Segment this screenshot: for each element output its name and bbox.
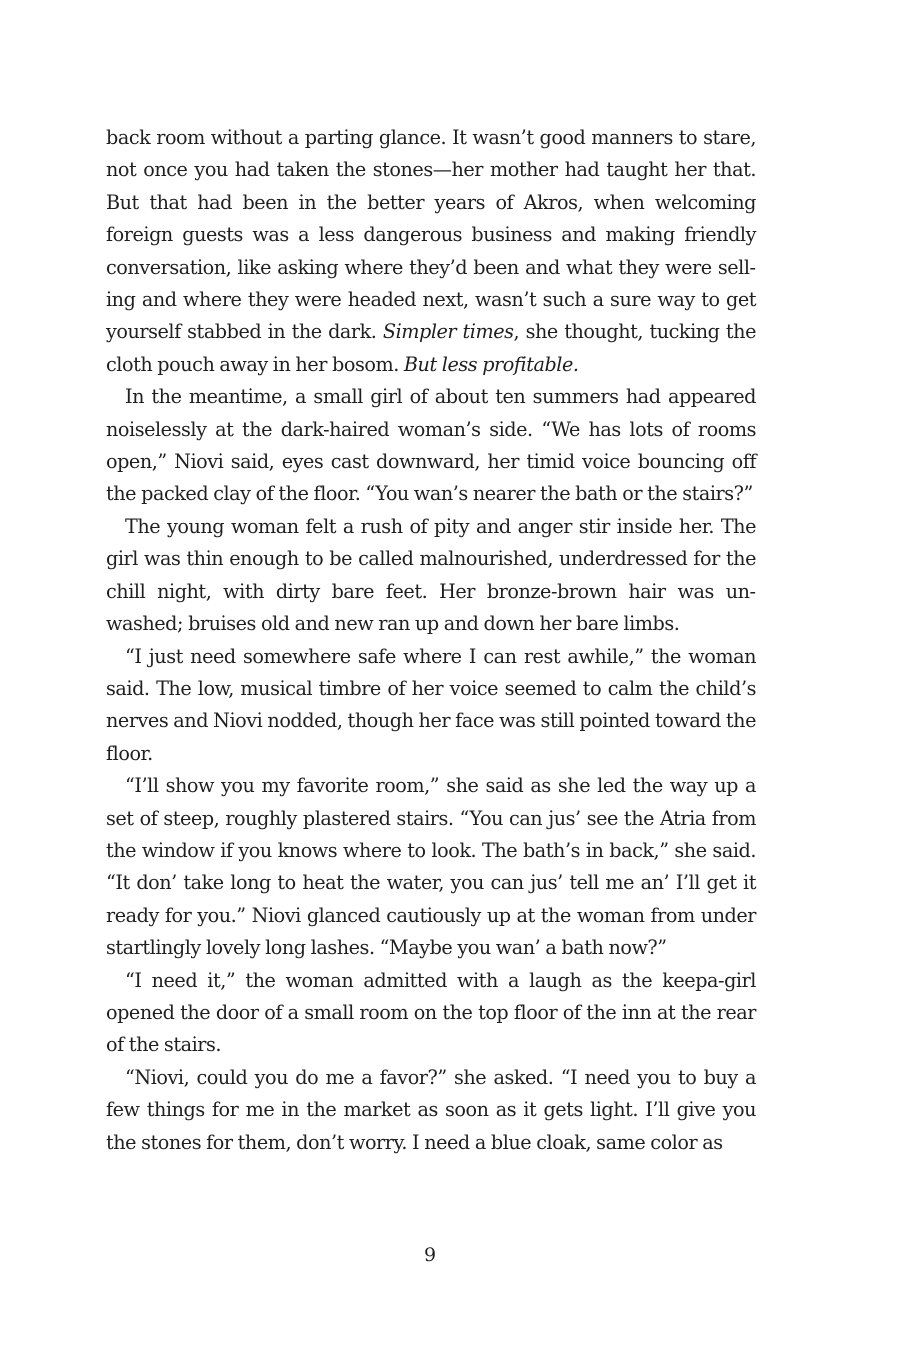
paragraph-1-text-2: , she thought, tucking the cloth pouch away in her bosom.	[106, 320, 756, 376]
paragraph-3-text: The young woman felt a rush of pity and anger stir inside her. The girl was thin enough to be called malnourished, underdressed for the chill night, with dirty bare feet. Her bronze-brown hair was unwashed; bruises old and new ran up and down her bare limbs.	[106, 514, 756, 636]
paragraph-5	[106, 770, 756, 964]
paragraph-3	[106, 511, 756, 641]
paragraph-5-text: “I’ll show you my favorite room,” she said as she led the way up a set of steep, roughly plastered stairs. “You can jus’ see the Atria from the window if you knows where to look. The bath’s in back,” she said. “It don’ take long to heat the water, you can jus’ tell me an’ I’ll get it ready for you.” Niovi glanced cautiously up at the woman from under startlingly lovely long lashes. “Maybe you wan’ a bath now?”	[106, 774, 756, 960]
page-number: 9	[423, 1244, 437, 1266]
page-body	[106, 122, 756, 1159]
paragraph-1-italic-2: But less profitable.	[403, 352, 579, 376]
paragraph-2	[106, 381, 756, 511]
paragraph-6	[106, 965, 756, 1062]
paragraph-4	[106, 641, 756, 771]
paragraph-6-text: “I need it,” the woman admitted with a laugh as the keepa-girl opened the door of a small room on the top floor of the inn at the rear of the stairs.	[106, 968, 756, 1057]
paragraph-4-text: “I just need somewhere safe where I can rest awhile,” the woman said. The low, musical timbre of her voice seemed to calm the child’s nerves and Niovi nodded, though her face was still pointed toward the floor.	[106, 644, 756, 765]
paragraph-1-text-1: back room without a parting glance. It wasn’t good manners to stare, not once you had taken the stones—her mother had taught her that. But that had been in the better years of Akros, when welcoming foreign guests was a less dangerous business and making friendly conversation, like asking where they’d been and what they were selling and where they were headed next, wasn’t such a sure way to get yourself stabbed in the dark.	[106, 126, 756, 344]
paragraph-7	[106, 1062, 756, 1159]
paragraph-1	[106, 122, 756, 381]
paragraph-7-text: “Niovi, could you do me a favor?” she asked. “I need you to buy a few things for me in the market as soon as it gets light. I’ll give you the stones for them, don’t worry. I need a blue cloak, same color as	[106, 1065, 756, 1154]
paragraph-1-italic-1: Simpler times	[382, 320, 514, 344]
paragraph-2-text: In the meantime, a small girl of about ten summers had appeared noiselessly at the dark-haired woman’s side. “We has lots of rooms open,” Niovi said, eyes cast downward, her timid voice bouncing off the packed clay of the floor. “You wan’s nearer the bath or the stairs?”	[106, 385, 756, 506]
